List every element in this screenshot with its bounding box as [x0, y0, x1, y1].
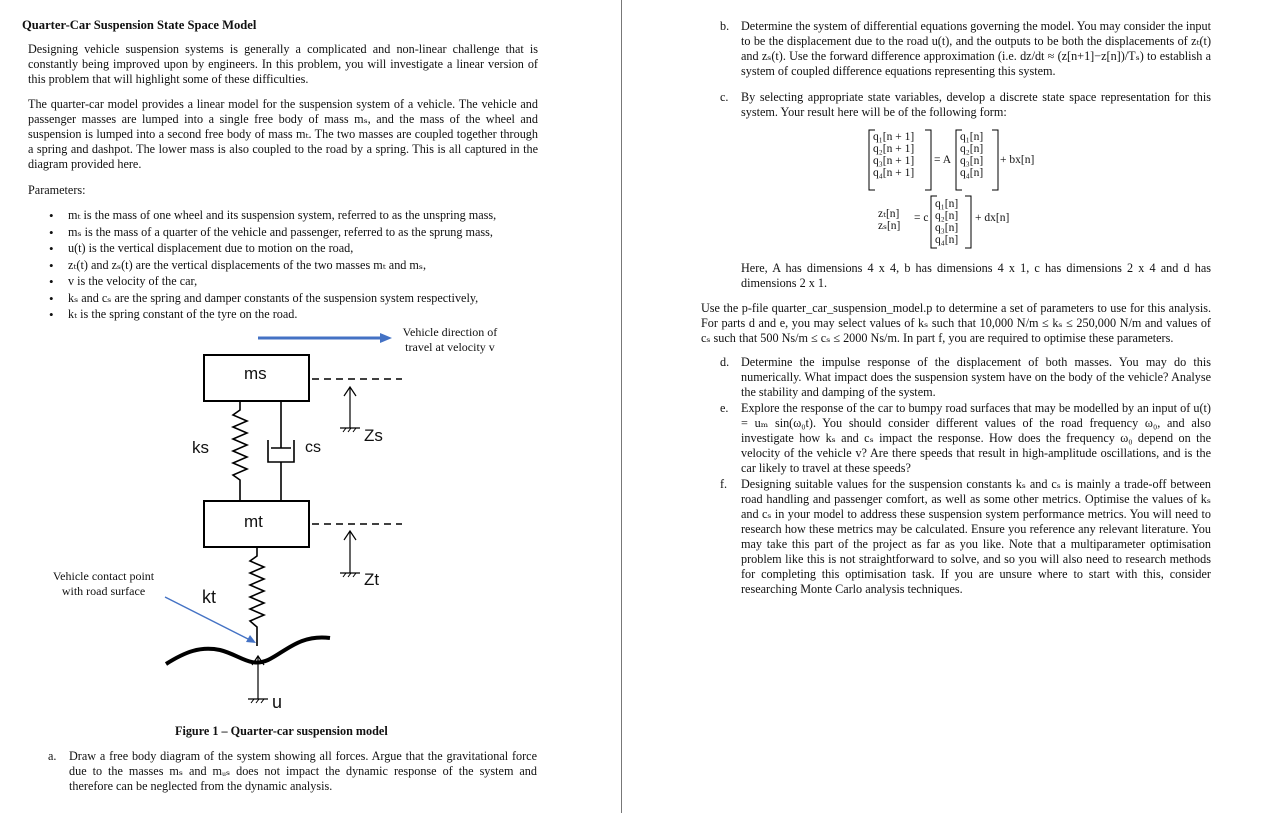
unsprung-mass-label: mt [244, 512, 263, 531]
zs-arrow-icon [340, 387, 360, 432]
equals-c: = c [914, 212, 929, 224]
question-a [48, 749, 538, 799]
list-item: • kₜ is the spring constant of the tyre on the road. [48, 307, 518, 322]
cs-label: cs [305, 439, 321, 456]
direction-arrow-icon [258, 333, 392, 343]
parameters-heading: Parameters: [28, 183, 86, 197]
list-item: • mₛ is the mass of a quarter of the vehicle and passenger, referred to as the sprung mass, [48, 225, 518, 240]
pfile-paragraph: Use the p-file quarter_car_suspension_model.p to determine a set of parameters to use for this analysis. For parts d and e, you may select values of kₛ such that 10,000 N/m ≤ kₛ ≤ 250,000 N/m and values of cₛ such that 500 Ns/m ≤ cₛ ≤ 2000 Ns/m. In part f, you are required to optimise these parameters. [701, 301, 1211, 345]
question-text: Draw a free body diagram of the system showing all forces. Argue that the gravitational force due to the masses mₛ and mᵤₛ does not impact the dynamic response of the system and therefore can be neglected from the dynamic analysis. [69, 749, 537, 793]
question-e [720, 401, 1212, 477]
question-c [720, 90, 1212, 122]
figure-caption: Figure 1 – Quarter-car suspension model [175, 724, 388, 738]
question-text: Designing suitable values for the suspension constants kₛ and cₛ is mainly a trade-off between road handling and passenger comfort, as well as some other metrics. Optimise the values of kₛ and cₛ in your model to address these suspension system performance metrics. You will need to research how these metrics may be calculated. Ensure you reference any relevant literature. You may take this part of the project as far as you like. Note that a multiparameter optimisation problem like this is not straightforward to solve, and so you will also need to research methods for completing this optimisation task. If you are unsure where to start with this, consider researching Monte Carlo analysis techniques. [741, 477, 1211, 596]
list-item: • u(t) is the vertical displacement due to motion on the road, [48, 241, 518, 256]
zt-arrow-icon [340, 531, 360, 577]
question-label: a. [48, 749, 57, 763]
question-label: f. [720, 477, 728, 491]
intro-paragraph: Designing vehicle suspension systems is generally a complicated and non-linear challenge that is constantly being improved upon by engineers. In this problem, you will investigate a linear version of this problem that will highlight some of these difficulties. [28, 42, 538, 86]
feedthrough-term: + dx[n] [975, 212, 1010, 224]
state-vector: q₁[n] q₂[n] q₃[n] q₄[n] [960, 131, 984, 179]
question-text: By selecting appropriate state variables, develop a discrete state space representation for this system. Your result here will be of the following form: [741, 90, 1211, 119]
equals-a: = A [934, 154, 952, 166]
question-b [720, 19, 1212, 89]
dimensions-paragraph: Here, A has dimensions 4 x 4, b has dimensions 4 x 1, c has dimensions 2 x 4 and d has dimensions 2 x 1. [741, 261, 1211, 290]
kt-label: kt [202, 587, 217, 607]
question-text: Explore the response of the car to bumpy road surfaces that may be modelled by an input of u(t) = uₘ sin(ω₀t). You should consider different values of the road frequency ω₀, and also investigate how kₛ and cₛ impact the response. How does the frequency ω₀ depend on the velocity of the vehicle v? Are there speeds that result in high-amplitude oscillations, and is the car likely to travel at these speeds? [741, 401, 1211, 475]
question-label: b. [720, 19, 730, 33]
list-item: • v is the velocity of the car, [48, 274, 518, 289]
list-item: • kₛ and cₛ are the spring and damper constants of the suspension system respectively, [48, 291, 518, 306]
quarter-car-diagram [0, 0, 621, 813]
ks-spring-icon [233, 401, 247, 501]
output-vector: zₜ[n] zₛ[n] [878, 208, 901, 232]
ks-label: ks [192, 438, 209, 457]
zs-label: Zs [364, 426, 383, 445]
question-f [720, 477, 1212, 601]
question-label: c. [720, 90, 729, 104]
page-divider [621, 0, 622, 813]
input-term: + bx[n] [1000, 154, 1035, 166]
list-item: • zₜ(t) and zₛ(t) are the vertical displacements of the two masses mₜ and mₛ, [48, 258, 518, 273]
question-d [720, 355, 1212, 401]
question-label: e. [720, 401, 729, 415]
model-paragraph: The quarter-car model provides a linear model for the suspension system of a vehicle. The vehicle and passenger masses are lumped into a single free body of mass mₛ, and the mass of the wheel and suspension is lumped into a second free body of mass mₜ. The two masses are coupled together through a spring and dashpot. The lower mass is also coupled to the road by a spring. This is all captured in the diagram provided here. [28, 97, 538, 171]
document-title: Quarter-Car Suspension State Space Model [22, 18, 257, 32]
direction-label: Vehicle direction of travel at velocity v [402, 325, 498, 354]
state-next-vector: q₁[n + 1] q₂[n + 1] q₃[n + 1] q₄[n + 1] [873, 131, 915, 179]
kt-spring-icon [250, 547, 264, 646]
sprung-mass-label: ms [244, 364, 267, 383]
question-text: Determine the impulse response of the displacement of both masses. You may do this numerically. What impact does the suspension system have on the body of the vehicle? Analyse the stability and damping of the system. [741, 355, 1211, 399]
state-vector: q₁[n] q₂[n] q₃[n] q₄[n] [935, 198, 959, 246]
list-item: • mₜ is the mass of one wheel and its suspension system, referred to as the unspring mass, [48, 208, 518, 223]
question-text: Determine the system of differential equations governing the model. You may consider the input to be the displacement due to the road u(t), and the outputs to be both the displacements of zₜ(t) and zₛ(t). Use the forward difference approximation (i.e. dz/dt ≈ (z[n+1]−z[n])/Tₛ) to establish a system of coupled difference equations representing this system. [741, 19, 1211, 78]
contact-point-label: Vehicle contact point with road surface [52, 569, 155, 598]
zt-label: Zt [364, 570, 380, 589]
question-label: d. [720, 355, 730, 369]
u-label: u [272, 692, 283, 712]
cs-damper-icon [268, 401, 294, 501]
